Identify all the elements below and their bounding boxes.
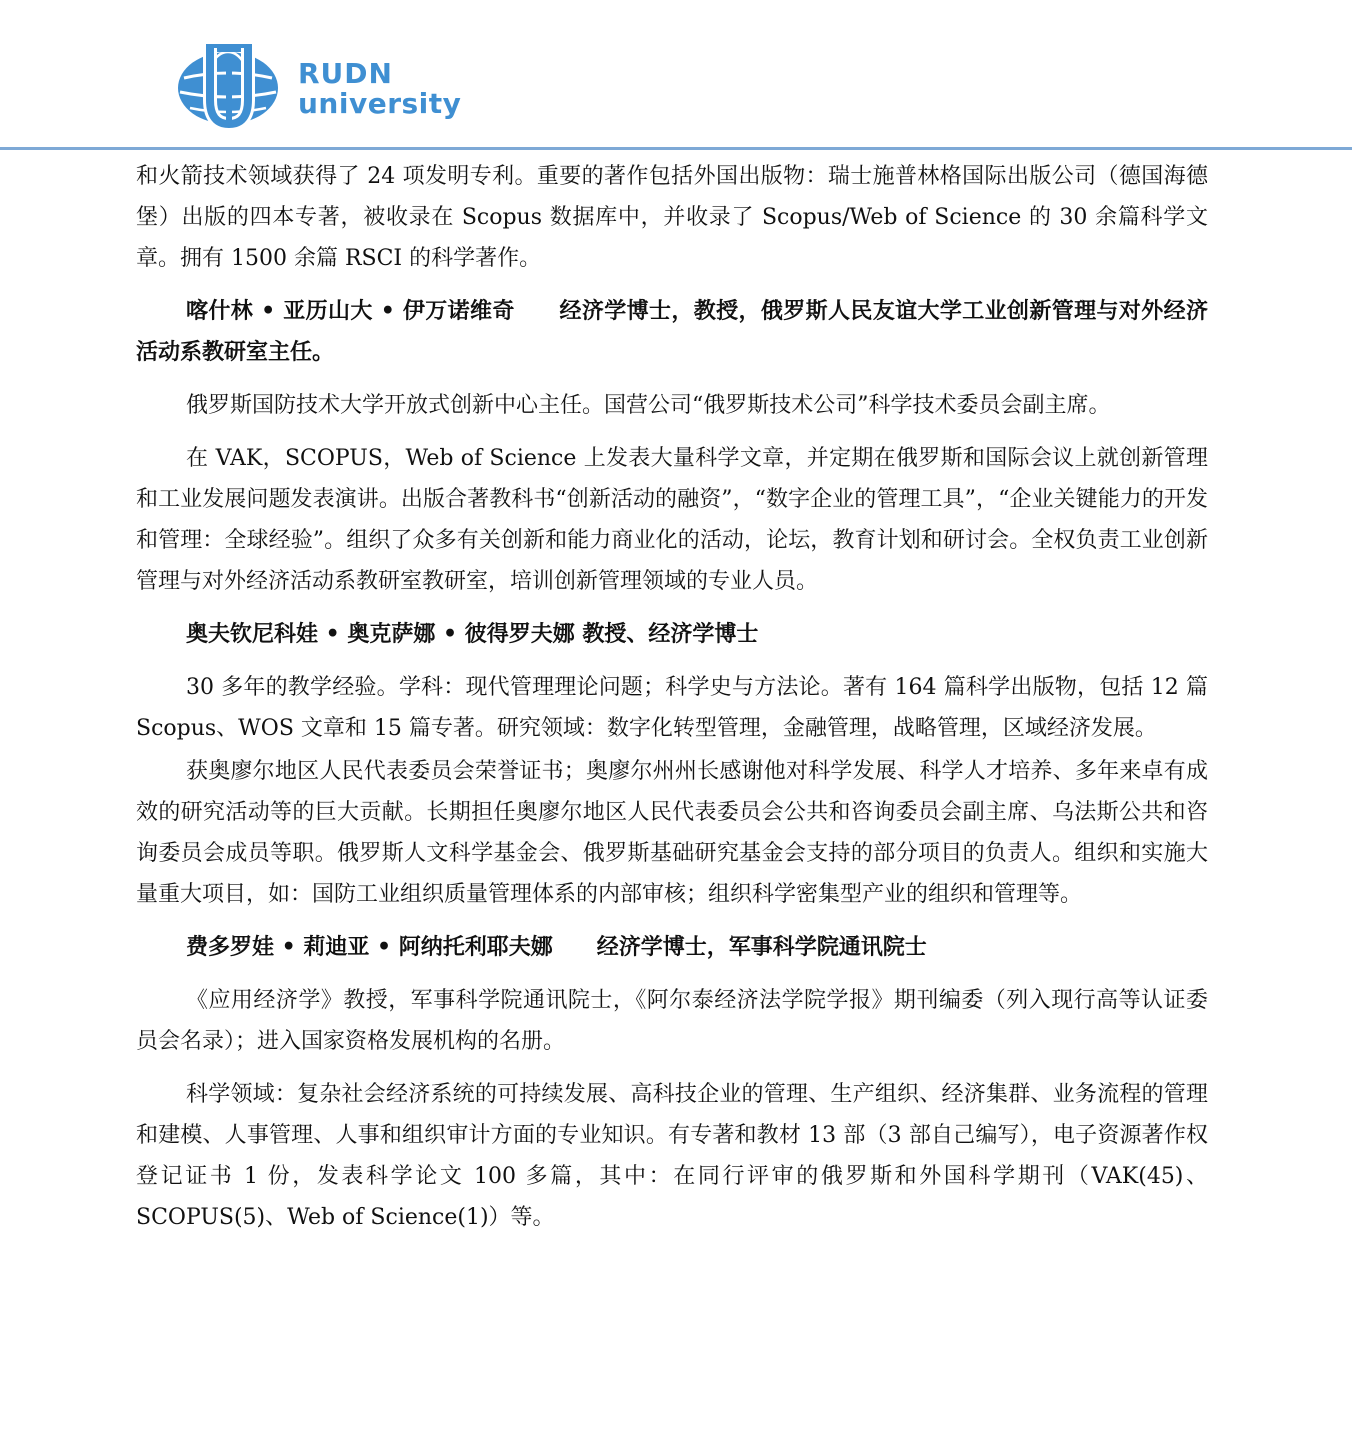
paragraph-fedorova-role: 《应用经济学》教授，军事科学院通讯院士，《阿尔泰经济法学院学报》期刊编委（列入现行高等认证委员会名录）；进入国家资格发展机构的名册。 bbox=[136, 988, 1208, 1054]
paragraph-ovchinnikova-experience: 30 多年的教学经验。学科：现代管理理论问题；科学史与方法论。著有 164 篇科学出版物，包括 12 篇 Scopus、WOS 文章和 15 篇专著。研究领域：数字化转型管理，金融管理，战略管理，区域经济发展。 bbox=[136, 675, 1208, 741]
logo-wordmark bbox=[298, 57, 462, 120]
paragraph-ovchinnikova-awards: 获奥廖尔地区人民代表委员会荣誉证书；奥廖尔州州长感谢他对科学发展、科学人才培养、多年来卓有成效的研究活动等的巨大贡献。长期担任奥廖尔地区人民代表委员会公共和咨询委员会副主席、乌法斯公共和咨询委员会成员等职。俄罗斯人文科学基金会、俄罗斯基础研究基金会支持的部分项目的负责人。组织和实施大量重大项目，如：国防工业组织质量管理体系的内部审核；组织科学密集型产业的组织和管理等。 bbox=[136, 759, 1208, 907]
heading-ovchinnikova: 奥夫钦尼科娃 • 奥克萨娜 • 彼得罗夫娜 教授、经济学博士 bbox=[186, 621, 759, 647]
document-body bbox=[136, 156, 1208, 1250]
paragraph-kashlin-role: 俄罗斯国防技术大学开放式创新中心主任。国营公司“俄罗斯技术公司”科学技术委员会副主席。 bbox=[186, 393, 1111, 418]
heading-kashlin: 喀什林 • 亚历山大 • 伊万诺维奇 经济学博士，教授，俄罗斯人民友谊大学工业创新管理与对外经济活动系教研室主任。 bbox=[136, 298, 1208, 365]
rudn-logo bbox=[176, 40, 472, 132]
logo-line-1: RUDN bbox=[298, 57, 393, 90]
paragraph-continuation: 和火箭技术领域获得了 24 项发明专利。重要的著作包括外国出版物：瑞士施普林格国际出版公司（德国海德堡）出版的四本专著，被收录在 Scopus 数据库中，并收录了 Scopus/Web of Science 的 30 余篇科学文章。拥有 1500 余篇 RSCI 的科学著作。 bbox=[136, 164, 1208, 271]
paragraph-kashlin-publications: 在 VAK，SCOPUS，Web of Science 上发表大量科学文章，并定期在俄罗斯和国际会议上就创新管理和工业发展问题发表演讲。出版合著教科书“创新活动的融资”，“数字企业的管理工具”，“企业关键能力的开发和管理：全球经验”。组织了众多有关创新和能力商业化的活动，论坛，教育计划和研讨会。全权负责工业创新管理与对外经济活动系教研室教研室，培训创新管理领域的专业人员。 bbox=[136, 446, 1208, 594]
globe-u-emblem-icon bbox=[176, 40, 286, 132]
heading-fedorova: 费多罗娃 • 莉迪亚 • 阿纳托利耶夫娜 经济学博士，军事科学院通讯院士 bbox=[186, 934, 927, 960]
logo-line-2: university bbox=[298, 87, 462, 120]
page-header bbox=[0, 0, 1352, 148]
header-divider bbox=[0, 147, 1352, 150]
paragraph-fedorova-research: 科学领域：复杂社会经济系统的可持续发展、高科技企业的管理、生产组织、经济集群、业务流程的管理和建模、人事管理、人事和组织审计方面的专业知识。有专著和教材 13 部（3 部自己编写），电子资源著作权登记证书 1 份，发表科学论文 100 多篇，其中：在同行评审的俄罗斯和外国科学期刊（VAK(45)、SCOPUS(5)、Web of Science(1)）等。 bbox=[136, 1082, 1208, 1230]
